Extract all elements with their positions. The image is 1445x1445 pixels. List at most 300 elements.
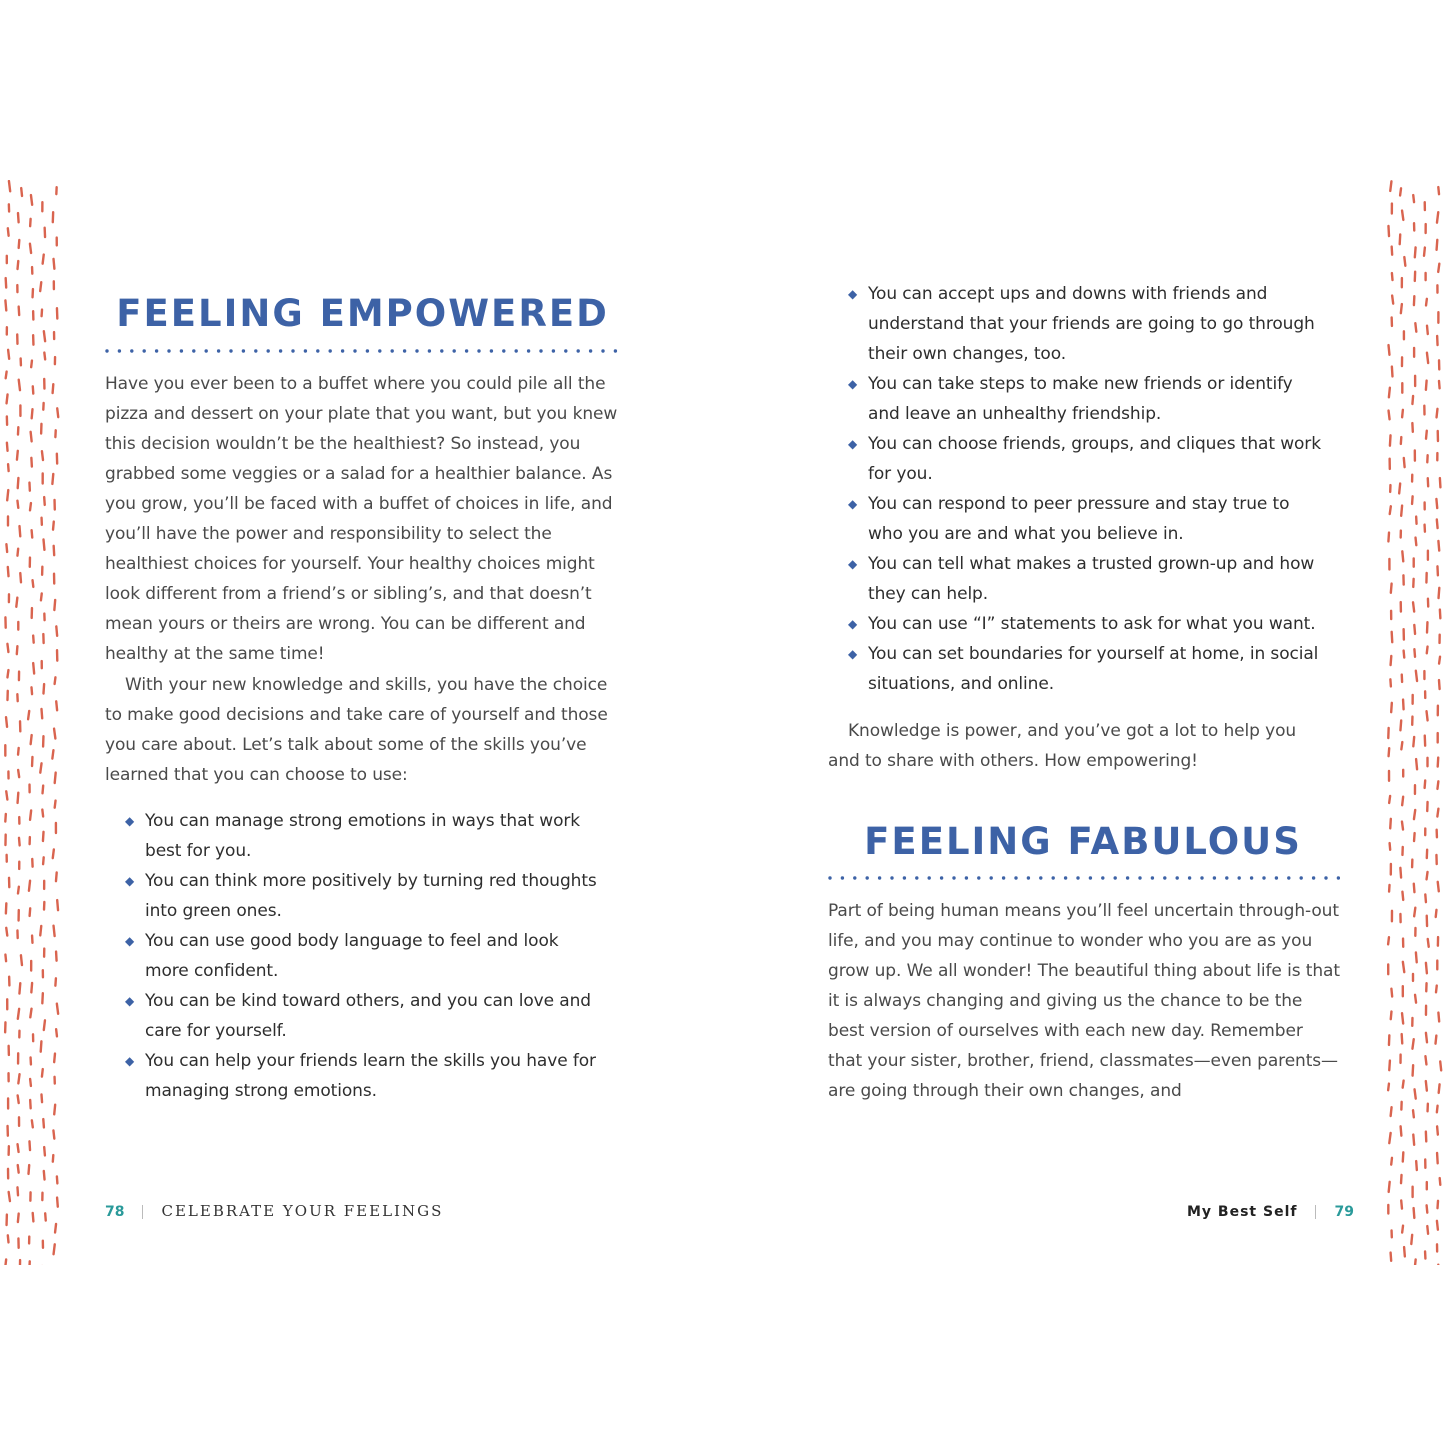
edge-dash (1438, 655, 1442, 665)
edge-dash (52, 1154, 55, 1163)
edge-dash (55, 950, 58, 962)
edge-dash (41, 660, 43, 670)
edge-dash (29, 556, 32, 568)
divider-dot (577, 349, 580, 352)
divider-dot (217, 349, 220, 352)
edge-dash (31, 756, 34, 768)
edge-dash (1401, 673, 1404, 683)
edge-dash (42, 1118, 45, 1129)
edge-dash (1390, 610, 1393, 621)
divider-dot (1002, 876, 1005, 879)
edge-dash (1426, 801, 1429, 813)
edge-dash (56, 1175, 59, 1185)
edge-dash (16, 693, 19, 702)
edge-dash (1426, 849, 1429, 860)
divider-dot (589, 349, 592, 352)
list-item: ◆ You can manage strong emotions in ways that work best for you. (105, 806, 605, 866)
edge-dash (41, 253, 45, 265)
edge-dash (1414, 784, 1416, 795)
divider-dot (465, 349, 468, 352)
divider-dot (242, 349, 245, 352)
edge-dash (1413, 295, 1416, 306)
edge-dash (16, 477, 19, 490)
edge-dash (16, 791, 19, 804)
divider-dot (1200, 876, 1203, 879)
divider-dot (143, 349, 146, 352)
edge-dash (1439, 1060, 1443, 1072)
edge-dash (1426, 938, 1430, 949)
edge-dash (32, 662, 36, 675)
footer-divider (1315, 1205, 1316, 1219)
edge-dash (56, 407, 60, 418)
edge-dash (30, 457, 33, 468)
edge-dash (1401, 356, 1404, 367)
edge-dash (16, 1143, 20, 1153)
edge-dash (7, 227, 10, 237)
edge-dash (1436, 959, 1438, 970)
divider-dot (1101, 876, 1104, 879)
edge-dash (1437, 311, 1439, 324)
page-number-left: 78 (105, 1204, 125, 1220)
diamond-bullet-icon: ◆ (125, 1054, 135, 1068)
edge-dash (42, 683, 45, 695)
edge-dash (1403, 256, 1407, 267)
divider-dot (167, 349, 170, 352)
edge-dash (1426, 351, 1430, 364)
edge-dash (1425, 1032, 1429, 1044)
edge-dash (1425, 1204, 1428, 1214)
edge-dash (30, 529, 33, 539)
diamond-bullet-icon: ◆ (848, 437, 858, 451)
edge-dash (1426, 1225, 1429, 1235)
edge-dash (53, 331, 56, 340)
edge-dash (41, 450, 45, 461)
edge-dash (5, 854, 8, 863)
edge-dash (5, 543, 8, 553)
edge-dash (1389, 655, 1392, 667)
edge-dash (1387, 963, 1389, 975)
edge-dash (17, 885, 21, 894)
edge-dash (1402, 960, 1406, 973)
edge-dash (1387, 747, 1390, 758)
diamond-bullet-icon: ◆ (848, 497, 858, 511)
edge-dash (1400, 436, 1403, 445)
edge-dash (8, 180, 12, 193)
edge-dash (1435, 239, 1438, 252)
divider-dot (614, 349, 617, 352)
edge-dash (29, 502, 33, 512)
edge-dash (1390, 316, 1393, 327)
edge-dash (55, 625, 58, 637)
edge-dash (40, 516, 43, 526)
edge-dash (5, 716, 9, 728)
edge-dash (1401, 1079, 1405, 1089)
divider-dot (539, 349, 542, 352)
divider-dot (1114, 876, 1117, 879)
edge-dash (1436, 732, 1438, 744)
right-footer (1187, 1198, 1354, 1224)
edge-dash (1400, 1174, 1403, 1185)
edge-dash (31, 934, 34, 944)
edge-dash (52, 258, 56, 270)
edge-dash (1436, 1200, 1439, 1210)
divider-dot (1213, 876, 1216, 879)
divider-dot (490, 349, 493, 352)
edge-dash (54, 429, 57, 438)
diamond-bullet-icon: ◆ (848, 287, 858, 301)
diamond-bullet-icon: ◆ (125, 814, 135, 828)
edge-dash (1415, 758, 1419, 771)
edge-dash (30, 408, 33, 420)
edge-dash (1400, 303, 1404, 315)
divider-dot (1151, 876, 1154, 879)
edge-dash (1402, 698, 1405, 710)
edge-dash (1427, 598, 1430, 608)
left-bullet-list (105, 806, 605, 1106)
edge-dash (7, 566, 10, 578)
edge-dash (53, 280, 56, 290)
edge-dash (1389, 1251, 1392, 1262)
edge-dash (1424, 893, 1427, 903)
edge-dash (56, 1196, 59, 1208)
divider-dot (915, 876, 918, 879)
edge-dash (1423, 246, 1426, 257)
divider-dot (1138, 876, 1141, 879)
edge-dash (1415, 515, 1418, 525)
edge-dash (6, 643, 10, 654)
edge-dash (1423, 670, 1425, 680)
edge-dash (7, 463, 10, 472)
edge-dash (32, 310, 35, 321)
edge-dash (1424, 1055, 1428, 1066)
edge-dash (1437, 705, 1440, 717)
divider-dot (279, 349, 282, 352)
edge-dash (1425, 379, 1428, 391)
edge-dash (51, 473, 55, 486)
left-page-title: FEELING EMPOWERED (116, 292, 609, 335)
edge-dash (1387, 344, 1391, 356)
edge-dash (55, 186, 58, 195)
divider-dot (316, 349, 319, 352)
edge-dash (1438, 380, 1441, 390)
edge-dash (56, 1002, 60, 1015)
edge-dash (1401, 820, 1405, 831)
edge-dash (17, 747, 20, 756)
edge-dash (28, 481, 31, 492)
page-number-right: 79 (1334, 1204, 1354, 1220)
edge-dash (43, 496, 46, 506)
edge-dash (1387, 1082, 1390, 1091)
footer-divider (142, 1205, 143, 1219)
divider-dot (952, 876, 955, 879)
edge-dash (53, 1103, 57, 1115)
divider-dot (118, 349, 121, 352)
edge-dash (1413, 347, 1415, 358)
edge-dash (41, 566, 44, 576)
edge-dash (30, 194, 34, 206)
edge-dash (1424, 223, 1426, 234)
edge-dash (52, 924, 56, 937)
edge-dash (29, 218, 32, 228)
edge-dash (1410, 1234, 1414, 1246)
edge-dash (4, 833, 7, 846)
edge-dash (30, 359, 33, 368)
divider-dot (291, 349, 294, 352)
edge-dash (1436, 1125, 1439, 1136)
edge-dash (1424, 1158, 1427, 1169)
edge-dash (1414, 449, 1417, 462)
edge-dash (17, 1237, 20, 1249)
edge-dash (1401, 277, 1403, 289)
edge-dash (16, 1164, 20, 1174)
section-name: CELEBRATE YOUR FEELINGS (161, 1202, 444, 1220)
edge-dash (53, 1076, 56, 1085)
title-divider-right (828, 876, 1340, 880)
edge-dash (1424, 201, 1427, 211)
edge-dash (6, 489, 10, 502)
edge-dash (1402, 1151, 1405, 1163)
edge-dash (41, 784, 44, 794)
edge-dash (31, 1119, 35, 1129)
edge-dash (52, 1129, 56, 1140)
edge-dash (1388, 386, 1392, 398)
title-divider-left (105, 349, 620, 353)
edge-dash (4, 953, 7, 962)
right-edge-pattern (1383, 180, 1445, 1265)
edge-dash (51, 749, 55, 760)
edge-dash (1403, 457, 1406, 469)
edge-dash (1414, 246, 1417, 259)
edge-dash (1424, 734, 1427, 747)
edge-dash (6, 415, 9, 426)
edge-dash (1401, 550, 1405, 563)
edge-dash (28, 907, 31, 917)
edge-dash (1411, 422, 1414, 433)
divider-dot (205, 349, 208, 352)
edge-dash (32, 1033, 35, 1042)
edge-dash (1412, 1109, 1415, 1119)
edge-dash (1426, 1103, 1429, 1113)
edge-dash (16, 929, 19, 939)
edge-dash (1435, 498, 1438, 510)
edge-dash (1423, 779, 1426, 789)
edge-dash (43, 330, 47, 343)
edge-dash (39, 1040, 42, 1053)
divider-dot (1163, 876, 1166, 879)
divider-dot (267, 349, 270, 352)
edge-dash (42, 538, 46, 551)
edge-dash (17, 239, 20, 250)
edge-dash (1389, 678, 1392, 688)
edge-dash (8, 877, 11, 889)
edge-dash (29, 1191, 32, 1202)
edge-dash (1399, 867, 1402, 879)
edge-dash (1390, 582, 1393, 594)
edge-dash (1388, 884, 1391, 893)
edge-dash (52, 1243, 56, 1256)
edge-dash (1388, 558, 1390, 571)
edge-dash (40, 708, 43, 720)
edge-dash (4, 744, 6, 757)
edge-dash (29, 431, 33, 443)
divider-dot (1225, 876, 1228, 879)
edge-dash (1389, 434, 1392, 447)
edge-dash (41, 992, 44, 1005)
divider-dot (1089, 876, 1092, 879)
edge-dash (4, 1258, 8, 1265)
divider-dot (853, 876, 856, 879)
edge-dash (16, 499, 20, 509)
edge-dash (39, 925, 43, 937)
edge-dash (20, 187, 23, 198)
edge-dash (29, 809, 33, 821)
edge-dash (1436, 565, 1439, 576)
edge-dash (16, 450, 19, 461)
edge-dash (20, 954, 24, 966)
divider-dot (391, 349, 394, 352)
right-paragraph-1 (828, 716, 1328, 776)
edge-dash (16, 333, 19, 345)
divider-dot (1337, 876, 1340, 879)
edge-dash (1398, 482, 1402, 495)
edge-dash (1438, 1177, 1441, 1186)
divider-dot (353, 349, 356, 352)
edge-dash (29, 1078, 32, 1088)
edge-dash (39, 281, 43, 293)
edge-dash (1415, 951, 1418, 963)
edge-dash (1425, 1005, 1428, 1017)
edge-dash (7, 1234, 10, 1244)
edge-dash (43, 880, 45, 890)
divider-dot (378, 349, 381, 352)
edge-dash (53, 1052, 56, 1063)
divider-dot (477, 349, 480, 352)
edge-dash (1413, 809, 1417, 821)
edge-dash (41, 472, 43, 484)
list-item: ◆ You can use good body language to feel and look more confident. (105, 926, 605, 986)
edge-dash (1398, 233, 1401, 245)
edge-dash (1414, 322, 1418, 333)
edge-dash (27, 1164, 30, 1175)
edge-dash (28, 1260, 31, 1265)
edge-dash (1425, 871, 1429, 881)
divider-dot (341, 349, 344, 352)
edge-dash (56, 899, 59, 912)
list-item: ◆ You can take steps to make new friends or identify and leave an unhealthy friendship. (828, 369, 1328, 429)
edge-dash (16, 284, 19, 293)
edge-dash (43, 1170, 46, 1181)
list-item: ◆ You can use “I” statements to ask for what you want. (828, 609, 1328, 639)
edge-dash (7, 1097, 9, 1109)
edge-dash (42, 633, 45, 644)
edge-dash (1390, 1229, 1393, 1238)
edge-dash (1436, 1243, 1439, 1253)
edge-dash (1387, 727, 1390, 740)
edge-dash (1436, 335, 1439, 347)
edge-dash (1412, 736, 1415, 748)
left-edge-pattern (0, 180, 62, 1265)
divider-dot (366, 349, 369, 352)
edge-dash (1403, 1246, 1406, 1258)
edge-dash (1411, 715, 1414, 726)
edge-dash (1436, 807, 1440, 818)
edge-dash (1436, 1220, 1440, 1231)
edge-dash (6, 690, 9, 702)
edge-dash (17, 212, 20, 224)
divider-dot (1275, 876, 1278, 879)
edge-dash (40, 308, 43, 317)
edge-dash (39, 762, 43, 774)
edge-dash (1387, 409, 1391, 420)
diamond-bullet-icon: ◆ (125, 994, 135, 1008)
edge-dash (15, 596, 19, 608)
divider-dot (428, 349, 431, 352)
edge-dash (40, 592, 43, 602)
edge-dash (18, 1030, 21, 1039)
edge-dash (56, 452, 59, 464)
edge-dash (52, 545, 55, 557)
left-paragraph-2-text: With your new knowledge and skills, you have the choice to make good decisions and take care of yourself and those you care about. Let’s talk about some of the skills you’ve learned that you can choose to use: (105, 675, 608, 785)
edge-dash (1387, 1204, 1389, 1215)
divider-dot (1176, 876, 1179, 879)
edge-dash (1438, 679, 1441, 690)
edge-dash (1388, 1132, 1392, 1145)
edge-dash (16, 260, 19, 271)
edge-dash (1425, 982, 1428, 993)
edge-dash (53, 599, 56, 612)
edge-dash (7, 1168, 10, 1180)
divider-dot (1014, 876, 1017, 879)
edge-dash (8, 203, 11, 213)
edge-dash (42, 402, 45, 411)
edge-dash (1424, 690, 1427, 699)
edge-dash (1414, 375, 1416, 388)
edge-dash (1424, 272, 1426, 282)
edge-dash (1437, 1011, 1440, 1022)
divider-dot (1188, 876, 1191, 879)
divider-dot (254, 349, 257, 352)
edge-dash (18, 1116, 20, 1127)
edge-dash (6, 1125, 9, 1137)
edge-dash (1389, 1106, 1393, 1117)
edge-dash (41, 1068, 44, 1078)
edge-dash (4, 277, 7, 289)
divider-dot (866, 876, 869, 879)
list-item: ◆ You can choose friends, groups, and cliques that work for you. (828, 429, 1328, 489)
edge-dash (1388, 842, 1391, 851)
edge-dash (1426, 621, 1429, 634)
edge-dash (1402, 649, 1405, 659)
edge-dash (4, 370, 8, 379)
edge-dash (1411, 474, 1414, 483)
edge-dash (18, 816, 21, 825)
edge-dash (1426, 915, 1429, 928)
edge-dash (1425, 429, 1428, 440)
edge-dash (1413, 1088, 1417, 1100)
divider-dot (1238, 876, 1241, 879)
divider-dot (180, 349, 183, 352)
edge-dash (32, 634, 35, 644)
edge-dash (17, 1073, 21, 1085)
edge-dash (1412, 1133, 1415, 1146)
divider-dot (440, 349, 443, 352)
divider-dot (329, 349, 332, 352)
edge-dash (51, 848, 55, 859)
list-item: ◆ You can help your friends learn the skills you have for managing strong emotions. (105, 1046, 605, 1106)
edge-dash (1402, 628, 1405, 641)
edge-dash (54, 977, 57, 987)
edge-dash (5, 790, 9, 801)
